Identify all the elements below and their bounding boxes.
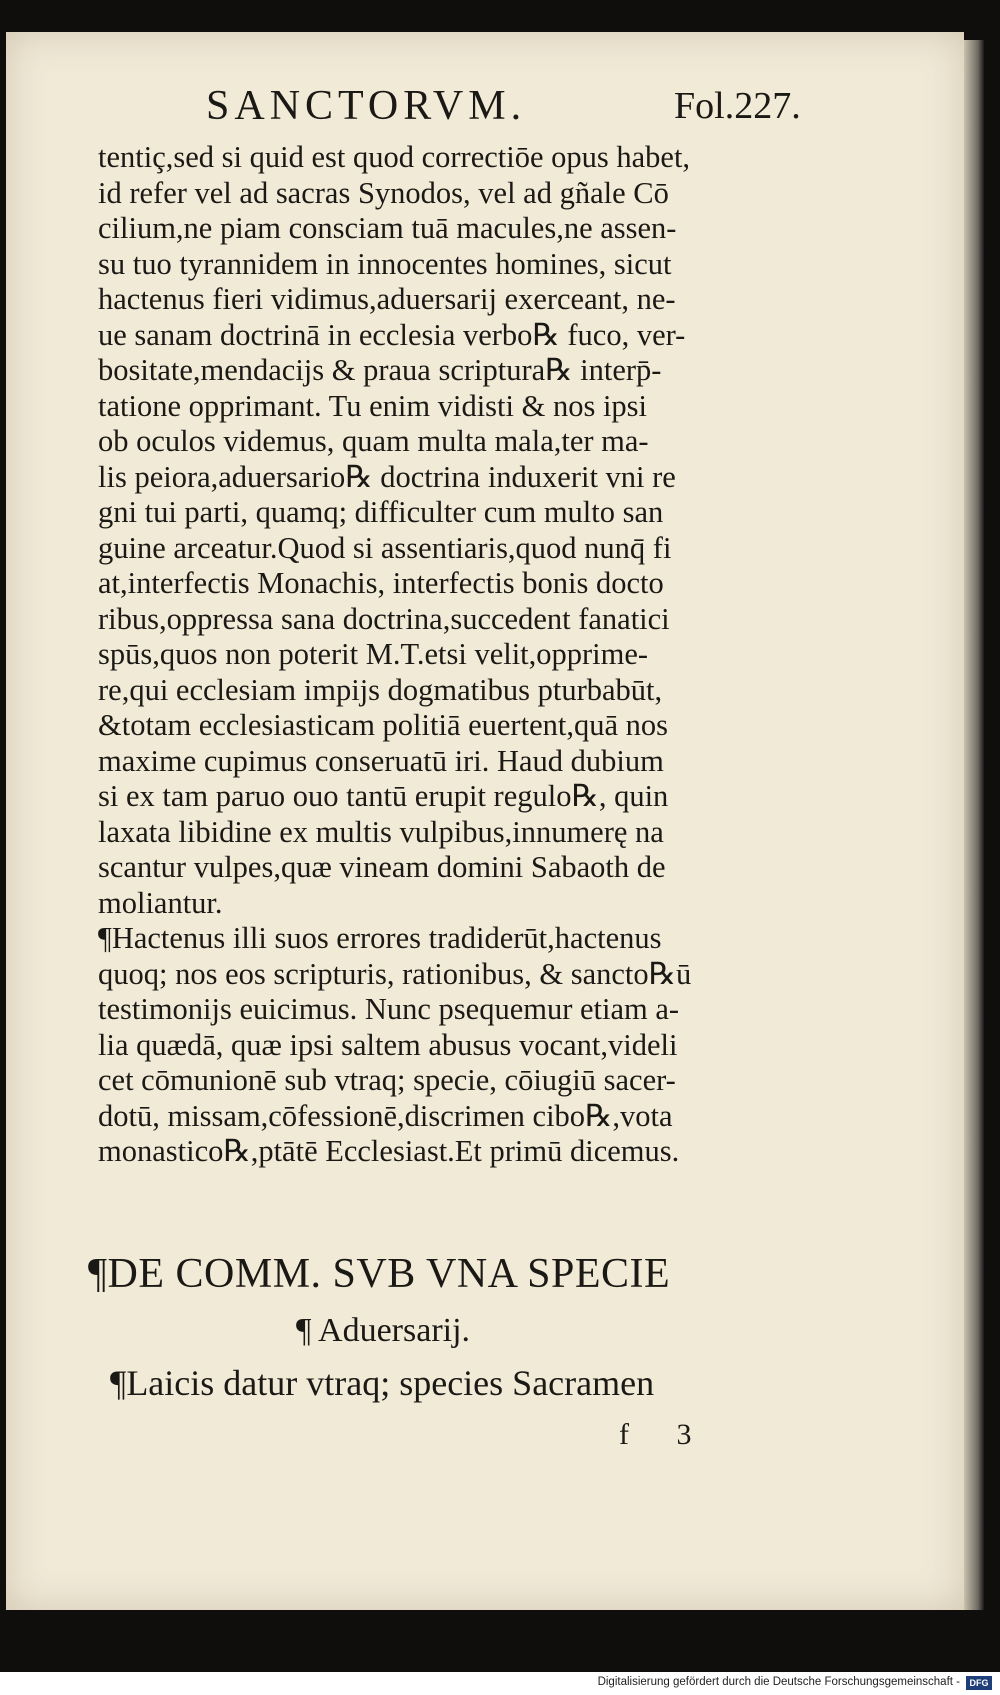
text-line: ribus,oppressa sana doctrina,succedent fanatici [98,601,670,636]
section-heading: ¶DE COMM. SVB VNA SPECIE [88,1251,671,1297]
footer-bar [0,1672,1000,1695]
text-line: si ex tam paruo ouo tantū erupit regulo℞, quin [98,779,669,813]
text-line: hactenus fieri vidimus,aduersarij exerceant, ne- [98,282,676,316]
section-subheading: ¶ Aduersarij. [296,1312,471,1349]
folio-number: Fol.227. [674,85,801,127]
text-line: lis peiora,aduersario℞ doctrina induxerit vni re [98,459,676,494]
text-line: maxime cupimus conseruatū iri. Haud dubium [98,743,664,778]
text-line: cet cōmunionē sub vtraq; specie, cōiugiū sacer- [98,1063,676,1097]
funding-credit: Digitalisierung gefördert durch die Deutsche Forschungsgemeinschaft - [597,1676,960,1688]
text-line: at,interfectis Monachis, interfectis bonis docto [98,566,664,600]
text-line: ue sanam doctrinā in ecclesia verbo℞ fuco, ver- [98,317,686,352]
text-line: spūs,quos non poterit M.T.etsi velit,opprime- [98,637,649,671]
text-line: cilium,ne piam consciam tuā macules,ne assen- [98,211,677,245]
text-line: &totam ecclesiasticam politiā euertent,quā nos [98,708,668,742]
text-line: quoq; nos eos scripturis, rationibus, & sancto℞ū [98,956,692,991]
section-first-line: ¶Laicis datur vtraq; species Sacramen [110,1363,655,1403]
text-line: re,qui ecclesiam impijs dogmatibus pturbabūt, [98,672,663,707]
text-line: monastico℞,ptātē Ecclesiast.Et primū dicemus. [98,1134,680,1168]
signature-mark: f 3 [619,1418,712,1451]
text-line: guine arceatur.Quod si assentiaris,quod nunq̄ fi [98,530,672,565]
text-line: scantur vulpes,quæ vineam domini Sabaoth de [98,850,666,884]
text-line: bositate,mendacijs & praua scriptura℞ interp̄- [98,353,662,387]
text-line: ob oculos videmus, quam multa mala,ter ma- [98,424,649,458]
running-head: SANCTORVM. [206,83,527,129]
page-edge-shadow [964,40,984,1610]
text-line: tentiç,sed si quid est quod correctiōe opus habet, [98,140,691,174]
text-line: lia quædā, quæ ipsi saltem abusus vocant,videli [98,1027,678,1062]
text-line: dotū, missam,cōfessionē,discrimen cibo℞,vota [98,1098,673,1133]
text-line: testimonijs euicimus. Nunc psequemur etiam a- [98,992,680,1026]
book-page [6,32,964,1610]
text-line: tatione opprimant. Tu enim vidisti & nos ipsi [98,388,648,423]
body-text [98,140,798,1170]
text-line: laxata libidine ex multis vulpibus,innumerę na [98,814,664,849]
text-line: ¶Hactenus illi suos errores tradiderūt,hactenus [98,921,662,955]
text-line: gni tui parti, quamq; difficulter cum multo san [98,495,664,529]
text-line: su tuo tyrannidem in innocentes homines, sicut [98,246,672,281]
text-line: id refer vel ad sacras Synodos, vel ad gñale Cō [98,175,669,210]
text-line: moliantur. [98,885,223,920]
dfg-logo-icon: DFG [966,1676,992,1690]
